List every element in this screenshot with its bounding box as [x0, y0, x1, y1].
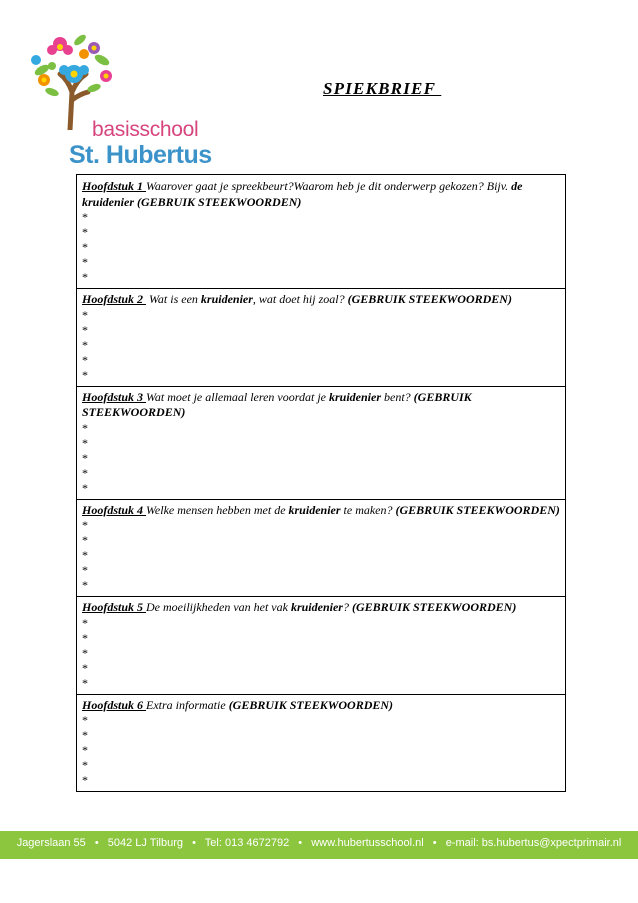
chapter-question	[82, 390, 561, 421]
question-text: te maken?	[340, 502, 396, 517]
question-text: Waarover gaat je spreekbeurt?Waarom heb je dit onderwerp gekozen? Bijv.	[146, 179, 512, 193]
table-row	[77, 694, 565, 792]
logo-line-school-name: St. Hubertus	[69, 141, 212, 169]
question-text: kruidenier	[288, 502, 341, 517]
bullet-line[interactable]: *	[82, 758, 88, 772]
table-row	[77, 386, 565, 499]
document-title: SPIEKBRIEF	[323, 79, 442, 98]
question-text: Wat moet je allemaal leren voordat je	[146, 389, 329, 404]
chapter-label: Hoofdstuk 1	[82, 179, 147, 193]
chapter-label: Hoofdstuk 3	[82, 389, 147, 404]
chapter-question	[82, 600, 561, 616]
footer-contact	[0, 837, 638, 849]
question-text: Wat is een	[146, 292, 201, 306]
bullet-line[interactable]: *	[82, 240, 88, 254]
bullet-line[interactable]: *	[82, 352, 88, 367]
chapter-label: Hoofdstuk 6	[82, 697, 147, 712]
chapter-label: Hoofdstuk 5	[82, 600, 147, 614]
bullet-line[interactable]: *	[82, 548, 88, 562]
footer-phone: Tel: 013 4672792	[204, 837, 290, 849]
bullet-line[interactable]: *	[82, 615, 88, 630]
footer-postal: 5042 LJ Tilburg	[107, 837, 183, 849]
bullet-list	[82, 713, 561, 788]
bullet-line[interactable]: *	[82, 465, 88, 480]
bullet-line[interactable]: *	[82, 630, 88, 645]
school-logo	[22, 30, 212, 169]
bullet-line[interactable]: *	[82, 210, 88, 224]
chapter-question	[82, 503, 561, 519]
question-text: De moeilijkheden van het vak	[146, 600, 291, 614]
question-text: (GEBRUIK STEEKWOORDEN)	[395, 502, 560, 517]
bullet-line[interactable]: *	[82, 713, 88, 727]
chapter-label: Hoofdstuk 4	[82, 502, 147, 517]
bullet-line[interactable]: *	[82, 450, 88, 465]
bullet-list	[82, 421, 561, 496]
bullet-line[interactable]: *	[82, 307, 88, 322]
question-text: Extra informatie	[146, 697, 229, 712]
bullet-line[interactable]: *	[82, 420, 88, 435]
chapter-question	[82, 179, 561, 210]
bullet-list	[82, 308, 561, 383]
bullet-line[interactable]: *	[82, 518, 88, 532]
bullet-line[interactable]: *	[82, 533, 88, 547]
footer-separator: •	[432, 837, 437, 849]
spiekbrief-table	[76, 174, 566, 792]
question-text: (GEBRUIK STEEKWOORDEN)	[347, 292, 512, 306]
bullet-line[interactable]: *	[82, 660, 88, 675]
question-text: kruidenier	[290, 600, 343, 614]
bullet-line[interactable]: *	[82, 675, 88, 690]
question-text: (GEBRUIK STEEKWOORDEN)	[82, 389, 472, 419]
bullet-line[interactable]: *	[82, 563, 88, 577]
footer-separator: •	[298, 837, 303, 849]
flower-tree-icon	[22, 30, 132, 130]
bullet-line[interactable]: *	[82, 435, 88, 450]
question-text: (GEBRUIK STEEKWOORDEN)	[351, 600, 517, 614]
bullet-line[interactable]: *	[82, 225, 88, 239]
question-text: (GEBRUIK STEEKWOORDEN)	[228, 697, 394, 712]
logo-line-basisschool: basisschool	[92, 118, 199, 141]
bullet-line[interactable]: *	[82, 270, 88, 284]
table-row	[77, 175, 565, 288]
footer-email[interactable]: e-mail: bs.hubertus@xpectprimair.nl	[445, 837, 622, 849]
footer-website[interactable]: www.hubertusschool.nl	[311, 837, 424, 849]
bullet-line[interactable]: *	[82, 773, 88, 787]
bullet-list	[82, 210, 561, 285]
bullet-line[interactable]: *	[82, 743, 88, 757]
bullet-line[interactable]: *	[82, 322, 88, 337]
table-row	[77, 288, 565, 386]
bullet-list	[82, 616, 561, 691]
bullet-line[interactable]: *	[82, 337, 88, 352]
bullet-line[interactable]: *	[82, 255, 88, 269]
question-text: kruidenier	[328, 389, 381, 404]
bullet-line[interactable]: *	[82, 728, 88, 742]
chapter-question	[82, 698, 561, 714]
bullet-line[interactable]: *	[82, 645, 88, 660]
bullet-line[interactable]: *	[82, 367, 88, 382]
footer-address: Jagerslaan 55	[16, 837, 86, 849]
chapter-question	[82, 292, 561, 308]
question-text: kruidenier	[200, 292, 253, 306]
footer-separator: •	[192, 837, 196, 849]
footer-separator: •	[94, 837, 99, 849]
bullet-line[interactable]: *	[82, 578, 88, 592]
question-text: bent?	[381, 389, 414, 404]
question-text: Welke mensen hebben met de	[146, 502, 289, 517]
bullet-list	[82, 518, 561, 593]
chapter-label: Hoofdstuk 2	[82, 292, 147, 306]
table-row	[77, 596, 565, 694]
table-row	[77, 499, 565, 597]
question-text: de kruidenier (GEBRUIK STEEKWOORDEN)	[82, 179, 523, 209]
question-text: , wat doet hij zoal?	[252, 292, 348, 306]
question-text: ?	[342, 600, 352, 614]
bullet-line[interactable]: *	[82, 480, 88, 495]
